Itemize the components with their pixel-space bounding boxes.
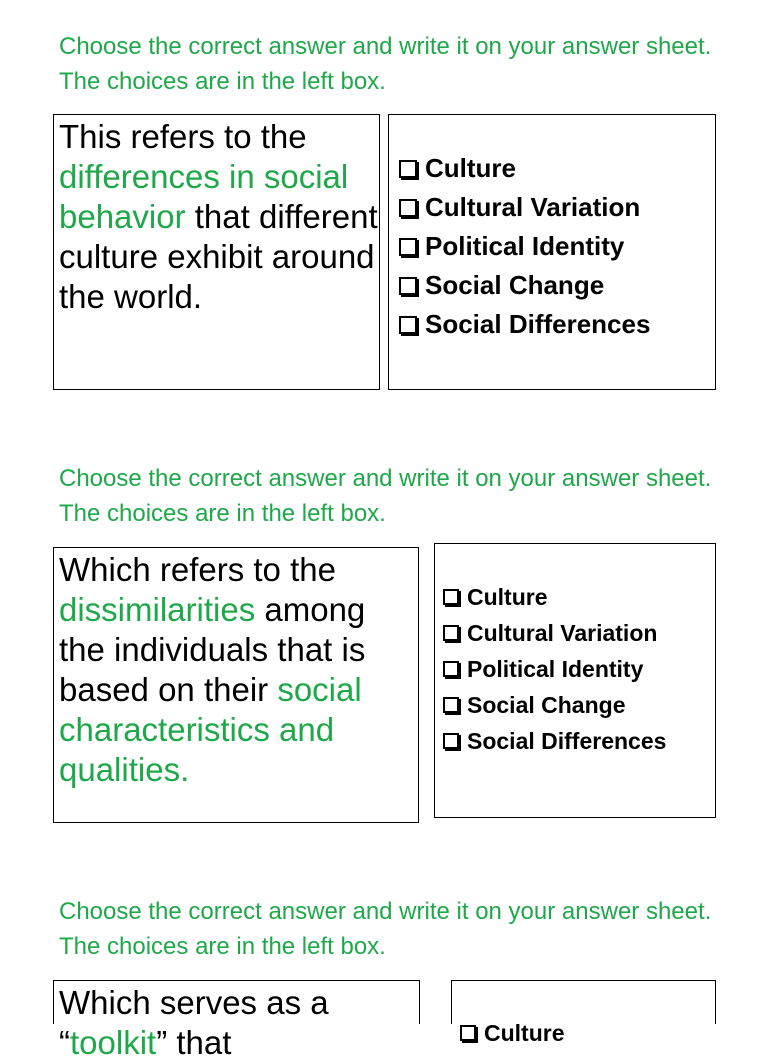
choice-item[interactable] — [399, 227, 715, 266]
choice-label: Social Differences — [425, 309, 651, 339]
choices-list-1 — [399, 149, 715, 344]
instruction-text-1: Choose the correct answer and write it on your answer sheet. The choices are in the left box. — [59, 33, 712, 95]
question-box-2 — [53, 547, 419, 823]
checkbox-icon[interactable] — [460, 1025, 476, 1041]
question-1-part-1: This refers to the — [59, 118, 307, 155]
choice-label: Political Identity — [467, 656, 644, 682]
checkbox-icon[interactable] — [399, 277, 417, 295]
checkbox-icon[interactable] — [443, 625, 459, 641]
question-box-1 — [53, 114, 380, 390]
choice-item[interactable] — [399, 305, 715, 344]
question-2-keyword-2: social characteristics and qualities. — [59, 671, 362, 788]
question-box-3 — [53, 980, 420, 1061]
checkbox-icon[interactable] — [443, 589, 459, 605]
choices-box-3 — [451, 980, 716, 1046]
question-1-part-3: that different culture exhibit around the world. — [59, 198, 378, 315]
choice-label: Social Change — [467, 692, 626, 718]
choice-item[interactable] — [443, 687, 715, 723]
choice-item[interactable] — [443, 651, 715, 687]
choices-list-3 — [460, 1015, 715, 1051]
instruction-text-3: Choose the correct answer and write it on your answer sheet. The choices are in the left box. — [59, 898, 712, 960]
choice-label: Culture — [425, 153, 516, 183]
choice-label: Social Change — [425, 270, 605, 300]
checkbox-icon[interactable] — [399, 316, 417, 334]
question-3-part-3: ” that — [156, 1024, 232, 1061]
choice-item[interactable] — [399, 188, 715, 227]
checkbox-icon[interactable] — [443, 733, 459, 749]
choice-label: Political Identity — [425, 231, 625, 261]
choices-box-1 — [388, 114, 716, 390]
question-2-part-1: Which refers to the — [59, 551, 336, 588]
choice-item[interactable] — [443, 579, 715, 615]
question-3-part-1: Which serves as a “ — [59, 984, 329, 1061]
choice-item[interactable] — [443, 615, 715, 651]
checkbox-icon[interactable] — [399, 160, 417, 178]
choice-item[interactable] — [460, 1015, 715, 1051]
choices-list-2 — [443, 579, 715, 759]
choice-label: Culture — [484, 1020, 565, 1046]
choice-label: Culture — [467, 584, 548, 610]
choice-label: Cultural Variation — [425, 192, 641, 222]
checkbox-icon[interactable] — [399, 199, 417, 217]
choice-label: Social Differences — [467, 728, 667, 754]
checkbox-icon[interactable] — [399, 238, 417, 256]
checkbox-icon[interactable] — [443, 697, 459, 713]
question-2-part-3: among the individuals that is based on their — [59, 591, 366, 708]
question-2-keyword-1: dissimilarities — [59, 591, 256, 628]
checkbox-icon[interactable] — [443, 661, 459, 677]
question-1-keyword: differences in social behavior — [59, 158, 349, 235]
choices-box-2 — [434, 543, 716, 818]
choice-item[interactable] — [399, 266, 715, 305]
choice-item[interactable] — [443, 723, 715, 759]
choice-label: Cultural Variation — [467, 620, 658, 646]
instruction-text-2: Choose the correct answer and write it on your answer sheet. The choices are in the left box. — [59, 465, 712, 527]
choice-item[interactable] — [399, 149, 715, 188]
question-3-keyword: toolkit — [70, 1024, 157, 1061]
